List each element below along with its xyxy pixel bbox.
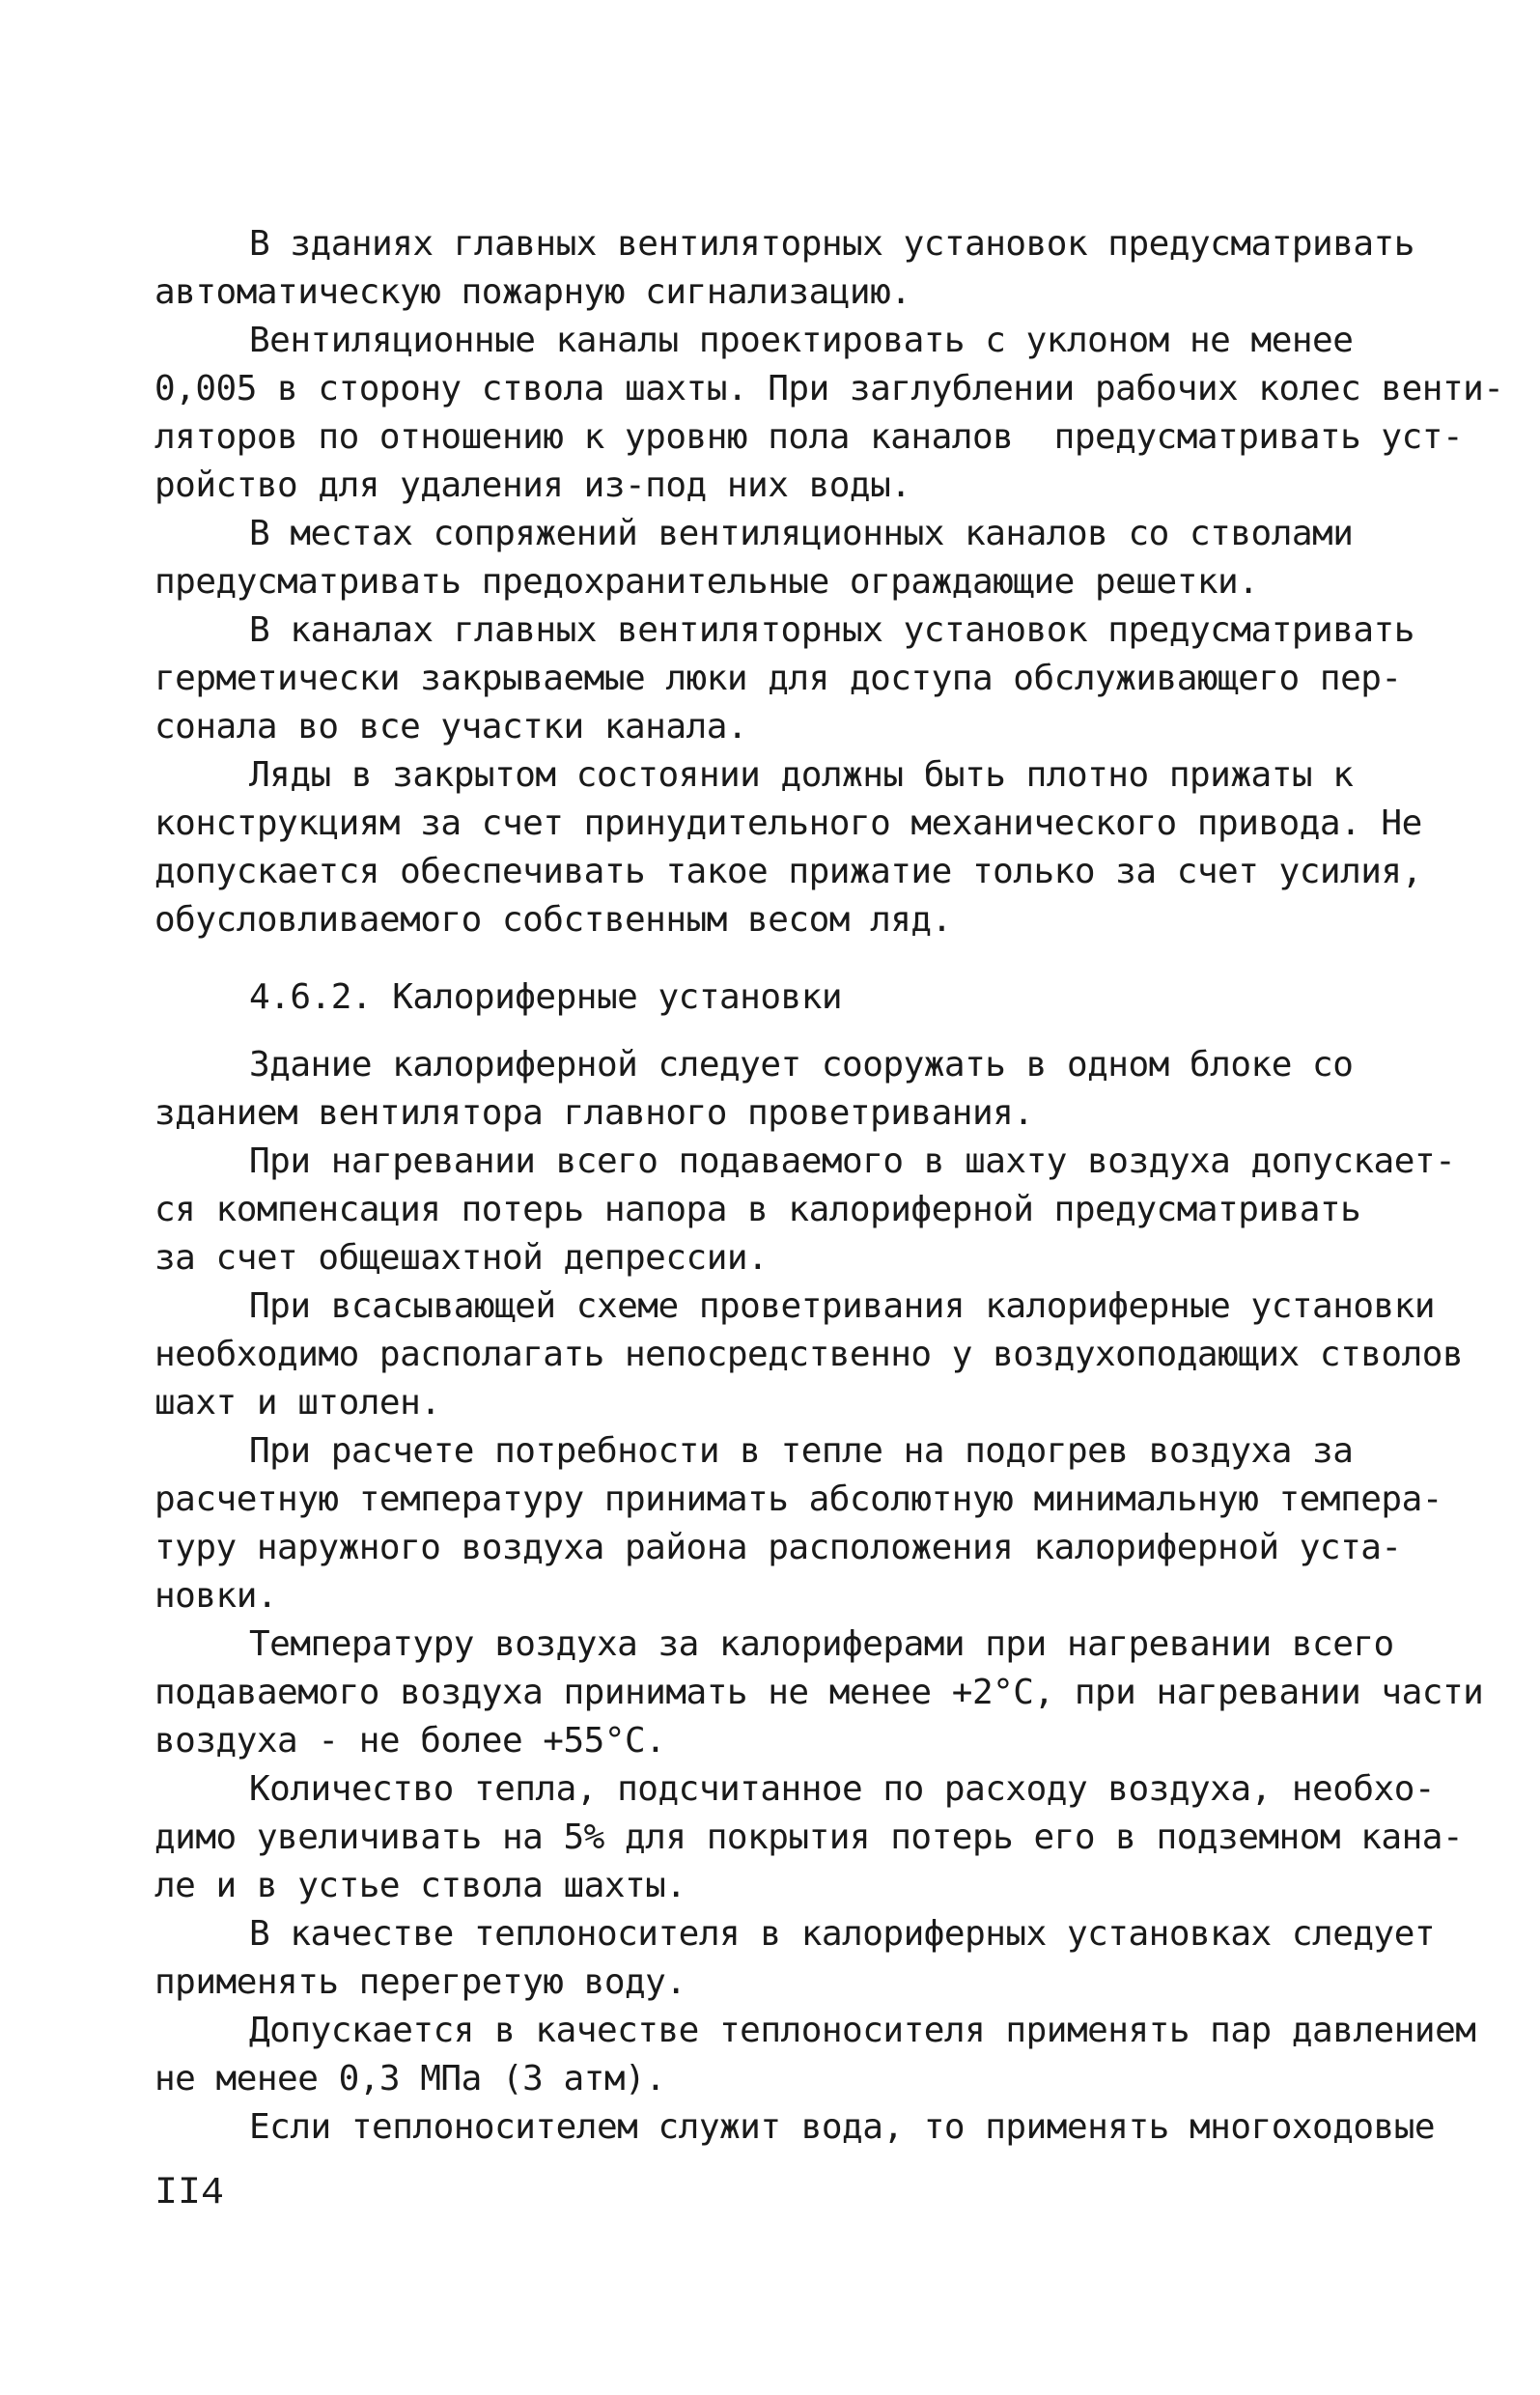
text-line: Ляды в закрытом состоянии должны быть плотно прижаты к	[249, 755, 1354, 795]
text-line: автоматическую пожарную сигнализацию.	[154, 272, 911, 312]
text-line: герметически закрываемые люки для доступа обслуживающего пер-	[154, 659, 1402, 698]
text-line: туру наружного воздуха района расположения калориферной уста-	[154, 1528, 1402, 1567]
text-line: В зданиях главных вентиляторных установок предусматривать	[249, 224, 1414, 264]
text-line: зданием вентилятора главного проветривания.	[154, 1093, 1034, 1133]
text-line: расчетную температуру принимать абсолютную минимальную темпера-	[154, 1479, 1442, 1519]
text-line: подаваемого воздуха принимать не менее +2°С, при нагревании части	[154, 1673, 1484, 1712]
text-line: ле и в устье ствола шахты.	[154, 1866, 686, 1905]
text-line: сонала во все участки канала.	[154, 707, 748, 747]
text-line: допускается обеспечивать такое прижатие только за счет усилия,	[154, 852, 1422, 891]
text-line: применять перегретую воду.	[154, 1962, 686, 2002]
section-heading: 4.6.2. Калориферные установки	[249, 977, 843, 1017]
text-line: В местах сопряжений вентиляционных каналов со стволами	[249, 514, 1354, 553]
text-line: предусматривать предохранительные ограждающие решетки.	[154, 562, 1259, 602]
text-line: В каналах главных вентиляторных установок предусматривать	[249, 610, 1414, 650]
text-line: Здание калориферной следует сооружать в одном блоке со	[249, 1045, 1354, 1085]
text-line: ся компенсация потерь напора в калориферной предусматривать	[154, 1190, 1361, 1229]
text-line: димо увеличивать на 5% для покрытия потерь его в подземном кана-	[154, 1817, 1464, 1857]
page-number: II4	[154, 2172, 225, 2215]
text-line: не менее 0,3 МПа (3 атм).	[154, 2059, 666, 2099]
text-line: При расчете потребности в тепле на подогрев воздуха за	[249, 1431, 1354, 1471]
text-line: Количество тепла, подсчитанное по расходу воздуха, необхо-	[249, 1769, 1436, 1809]
text-line: Вентиляционные каналы проектировать с уклоном не менее	[249, 321, 1354, 360]
text-line: шахт и штолен.	[154, 1383, 441, 1423]
text-line: Температуру воздуха за калориферами при нагревании всего	[249, 1624, 1394, 1664]
text-line: Если теплоносителем служит вода, то применять многоходовые	[249, 2107, 1436, 2147]
text-line: При нагревании всего подаваемого в шахту воздуха допускает-	[249, 1141, 1456, 1181]
text-line: воздуха - не более +55°С.	[154, 1721, 666, 1761]
text-line: Допускается в качестве теплоносителя применять пар давлением	[249, 2011, 1476, 2050]
text-line: ройство для удаления из-под них воды.	[154, 465, 911, 505]
text-line: При всасывающей схеме проветривания калориферные установки	[249, 1286, 1436, 1326]
text-line: ляторов по отношению к уровню пола каналов предусматривать уст-	[154, 417, 1464, 457]
text-line: 0,005 в сторону ствола шахты. При заглублении рабочих колес венти-	[154, 369, 1504, 409]
text-line: В качестве теплоносителя в калориферных установках следует	[249, 1914, 1436, 1954]
text-line: новки.	[154, 1576, 278, 1616]
text-line: обусловливаемого собственным весом ляд.	[154, 900, 952, 940]
text-line: необходимо располагать непосредственно у воздухоподающих стволов	[154, 1335, 1464, 1374]
text-line: за счет общешахтной депрессии.	[154, 1238, 769, 1278]
text-line: конструкциям за счет принудительного механического привода. Не	[154, 803, 1422, 843]
